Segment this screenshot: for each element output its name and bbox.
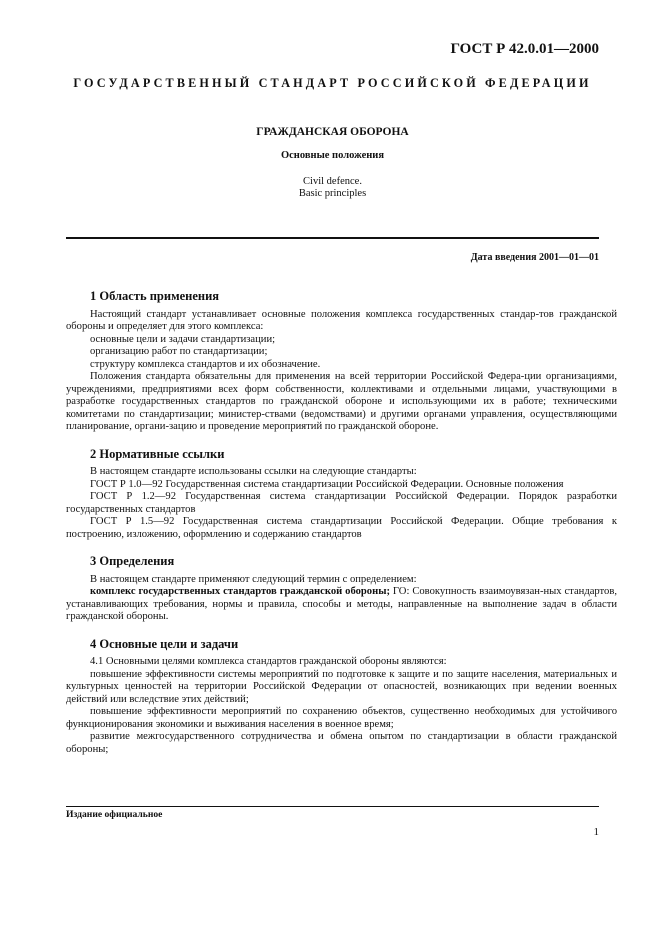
reference-item: ГОСТ Р 1.5—92 Государственная система стандартизации Российской Федерации. Общие требования к построению, изложению, оформлению и содержанию стандартов xyxy=(66,516,617,540)
definition-text: ГО: Совокупность взаимоувязан-ных стандартов, устанавливающих требования, нормы и правила, способы и методы, направленные на выполнение задач в области гражданской обороны. xyxy=(66,586,617,622)
footer-divider xyxy=(66,806,599,807)
document-code: ГОСТ Р 42.0.01—2000 xyxy=(450,41,599,57)
official-edition-note: Издание официальное xyxy=(66,809,163,820)
section-3 xyxy=(66,554,617,624)
section-2-heading: 2 Нормативные ссылки xyxy=(90,446,225,461)
section-4-heading: 4 Основные цели и задачи xyxy=(90,636,239,651)
english-title xyxy=(66,176,599,200)
standard-banner: ГОСУДАРСТВЕННЫЙ СТАНДАРТ РОССИЙСКОЙ ФЕДЕРАЦИИ xyxy=(73,76,592,90)
introduction-date: Дата введения 2001—01—01 xyxy=(470,252,599,263)
document-subtitle: Основные положения xyxy=(280,150,385,161)
english-title-line-1: Civil defence. xyxy=(303,176,362,187)
list-item: структуру комплекса стандартов и их обозначение. xyxy=(90,358,321,370)
title-divider xyxy=(66,237,599,239)
title-block xyxy=(66,126,599,200)
section-4 xyxy=(66,636,617,757)
section-3-heading: 3 Определения xyxy=(90,554,175,568)
section-2 xyxy=(66,446,617,542)
document-body xyxy=(66,289,617,770)
paragraph: Положения стандарта обязательны для применения на всей территории Российской Федера-ции организациями, учреждениями, предприятиями всех форм собственности, коллективами и отдельными лицами, участвующими в разработке государственных стандартов по гражданской обороне и использующими их в работе; техническими комитетами по стандартизации; министер-ствами (ведомствами) и другими органами управления, осуществляющими планирование, органи-зацию и проведение мероприятий по гражданской обороне. xyxy=(66,371,617,432)
page-number: 1 xyxy=(593,826,599,838)
defined-term: комплекс государственных стандартов гражданской обороны; xyxy=(90,586,390,597)
paragraph: В настоящем стандарте применяют следующий термин с определением: xyxy=(90,573,417,585)
paragraph: 4.1 Основными целями комплекса стандартов гражданской обороны являются: xyxy=(90,656,447,667)
paragraph: повышение эффективности системы мероприятий по подготовке к защите и по защите населения, материальных и культурных ценностей на территории Российской Федерации от опасностей, возникающих при ведении военных действий или вследствие этих действий; xyxy=(66,668,617,705)
list-item: организацию работ по стандартизации; xyxy=(90,346,268,357)
section-1 xyxy=(66,289,617,434)
english-title-line-2: Basic principles xyxy=(298,188,367,199)
reference-item: ГОСТ Р 1.2—92 Государственная система стандартизации Российской Федерации. Порядок разработки государственных стандартов xyxy=(66,491,617,515)
paragraph: В настоящем стандарте использованы ссылки на следующие стандарты: xyxy=(90,466,417,477)
section-1-heading: 1 Область применения xyxy=(90,289,220,303)
document-title: ГРАЖДАНСКАЯ ОБОРОНА xyxy=(256,126,409,138)
reference-item: ГОСТ Р 1.0—92 Государственная система стандартизации Российской Федерации. Основные положения xyxy=(90,478,564,490)
paragraph: развитие межгосударственного сотрудничества и обмена опытом по стандартизации в области гражданской обороны; xyxy=(66,731,617,755)
paragraph: повышение эффективности мероприятий по сохранению объектов, существенно необходимых для устойчивого функционирования экономики и выживания населения в военное время; xyxy=(66,706,617,730)
paragraph: Настоящий стандарт устанавливает основные положения комплекса государственных стандар-тов гражданской обороны и определяет для этого комплекса: xyxy=(66,308,617,332)
list-item: основные цели и задачи стандартизации; xyxy=(90,333,276,345)
definition-paragraph xyxy=(66,586,617,624)
